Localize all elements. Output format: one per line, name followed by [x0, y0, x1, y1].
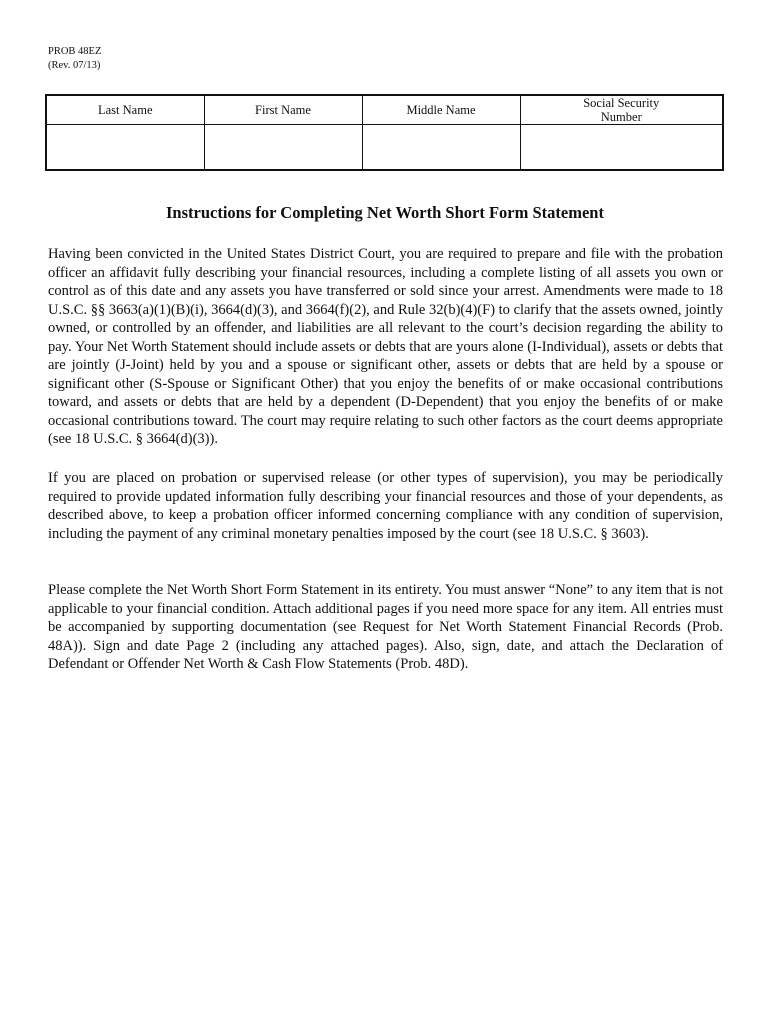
form-revision: (Rev. 07/13) [48, 60, 101, 71]
ssn-field[interactable] [520, 125, 723, 171]
page-title: Instructions for Completing Net Worth Short Form Statement [166, 203, 604, 222]
form-identifier [48, 45, 101, 73]
identification-header-row [46, 95, 723, 125]
middle-name-header: Middle Name [362, 95, 520, 125]
middle-name-field[interactable] [362, 125, 520, 171]
instructions-paragraph-3: Please complete the Net Worth Short Form Statement in its entirety. You must answer “None” to any item that is not applicable to your financial condition. Attach additional pages if you need more space for any item. All entries must be accompanied by supporting documentation (see Request for Net Worth Statement Financial Records (Prob. 48A)). Sign and date Page 2 (including any attached pages). Also, sign, date, and attach the Declaration of Defendant or Offender Net Worth & Cash Flow Statements (Prob. 48D). [48, 582, 723, 672]
identification-table [45, 94, 724, 171]
ssn-header [520, 95, 723, 125]
instructions-paragraph-2: If you are placed on probation or supervised release (or other types of supervision), you may be periodically required to provide updated information fully describing your financial resources and those of your dependents, as described above, to keep a probation officer informed concerning compliance with any condition of supervision, including the payment of any criminal monetary penalties imposed by the court (see 18 U.S.C. § 3603). [48, 470, 723, 542]
last-name-header: Last Name [46, 95, 204, 125]
first-name-field[interactable] [204, 125, 362, 171]
instructions-paragraph-1: Having been convicted in the United States District Court, you are required to prepare and file with the probation officer an affidavit fully describing your financial resources, including a complete listing of all assets you own or control as of this date and any assets you have transferred or sold since your arrest. Amendments were made to 18 U.S.C. §§ 3663(a)(1)(B)(i), 3664(d)(3), and 3664(f)(2), and Rule 32(b)(4)(F) to clarify that the assets owned, jointly owned, or controlled by an offender, and liabilities are all relevant to the court’s decision regarding the ability to pay. Your Net Worth Statement should include assets or debts that are yours alone (I-Individual), assets or debts that are jointly (J-Joint) held by you and a spouse or significant other, assets or debts that are held by a spouse or significant other (S-Spouse or Significant Other) that you enjoy the benefits of or make occasional contributions toward, and assets or debts that are held by a dependent (D-Dependent) that you enjoy the benefits of or make occasional contributions toward. The court may require relating to such other factors as the court deems appropriate (see 18 U.S.C. § 3664(d)(3)). [48, 246, 723, 447]
first-name-header: First Name [204, 95, 362, 125]
ssn-header-line2: Number [600, 110, 642, 124]
ssn-header-line1: Social Security [583, 96, 660, 110]
last-name-field[interactable] [46, 125, 204, 171]
identification-entry-row [46, 125, 723, 171]
form-code: PROB 48EZ [48, 46, 102, 57]
